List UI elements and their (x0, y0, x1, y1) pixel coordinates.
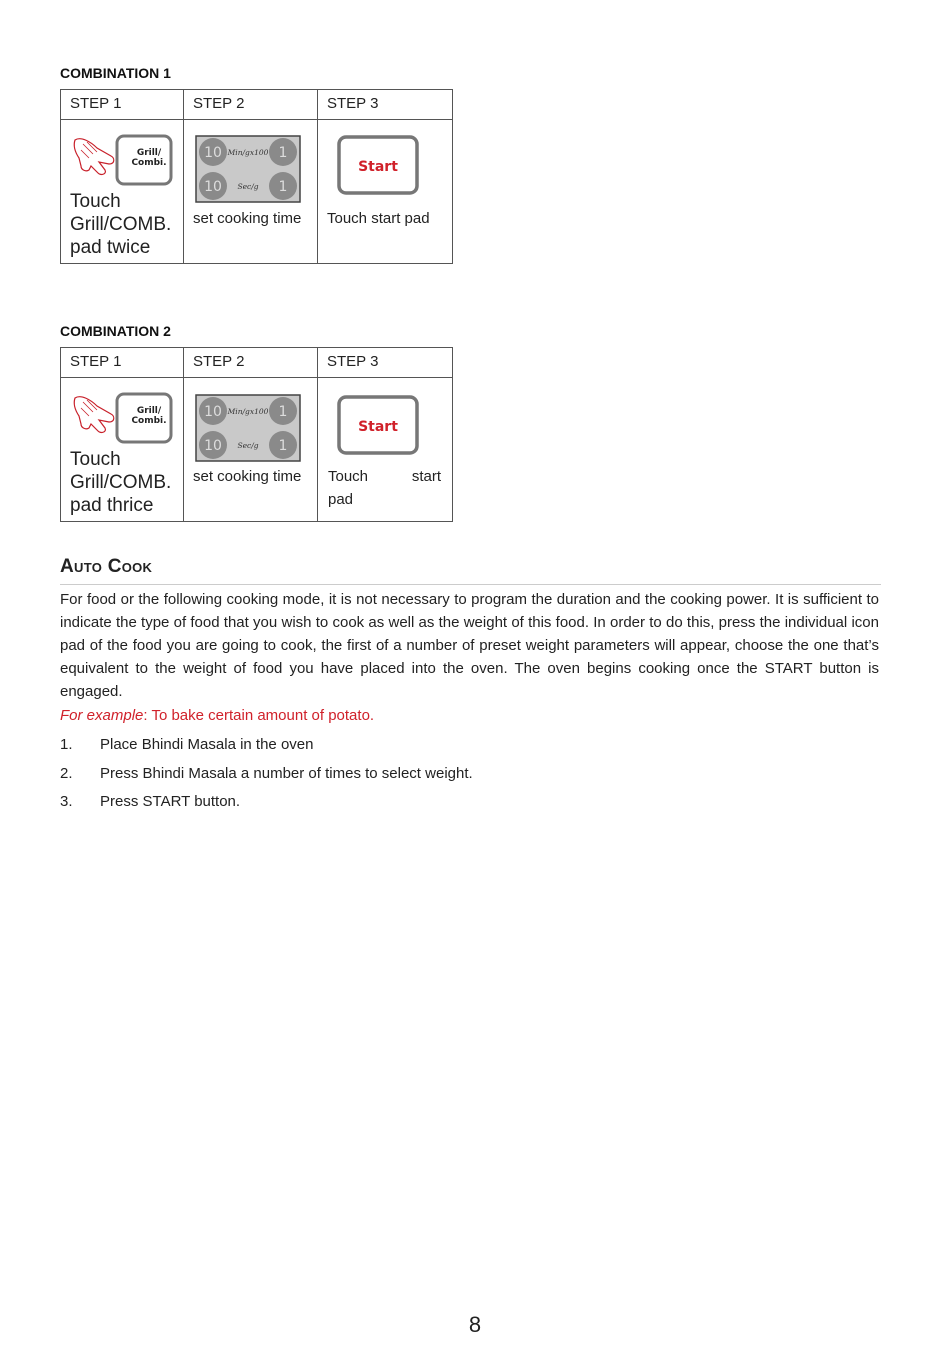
list-item (60, 765, 473, 782)
auto-cook-description: For food or the following cooking mode, it is not necessary to program the duration and the cooking power. It is sufficient to indicate the type of food that you wish to cook as well as the weight of this food. In order to do this, press the individual icon pad of the food you are going to cook, the first of a number of preset weight parameters will appear, choose the one that’s equivalent to the weight of food you have placed into the oven. The oven begins cooking once the START button is engaged. (60, 591, 879, 700)
step-2-instruction: set cooking time (193, 468, 302, 485)
list-item-text: Press Bhindi Masala a number of times to select weight. (100, 765, 473, 782)
panel-min-label: Min/gx100 (227, 148, 269, 157)
panel-digit: 10 (204, 179, 222, 195)
step-1-instruction (70, 190, 171, 259)
step-1-cell (61, 120, 184, 264)
step-2-header: STEP 2 (184, 90, 318, 120)
step-3-cell (318, 378, 453, 522)
instruction-line: Touch (70, 191, 121, 212)
instruction-line: pad thrice (70, 495, 154, 516)
step-2-cell (184, 378, 318, 522)
list-item (60, 736, 313, 753)
list-item-number: 3. (60, 793, 73, 810)
step-3-instruction (328, 465, 441, 511)
time-setting-panel-icon (195, 135, 301, 203)
panel-sec-label: Sec/g (237, 441, 259, 450)
grill-combi-pad-icon (71, 388, 175, 446)
panel-digit: 10 (204, 438, 222, 454)
list-item (60, 793, 240, 810)
grill-label-line-2: Combi. (131, 158, 167, 168)
example-label: For example (60, 707, 144, 724)
step-1-header: STEP 1 (61, 90, 184, 120)
panel-digit: 1 (278, 145, 288, 161)
panel-digit: 1 (278, 438, 288, 454)
step-3-cell (318, 120, 453, 264)
list-item-text: Place Bhindi Masala in the oven (100, 736, 314, 753)
instruction-word: start (411, 468, 441, 485)
combination-1-title: COMBINATION 1 (60, 65, 171, 81)
step-2-instruction: set cooking time (193, 210, 302, 227)
panel-digit: 1 (278, 404, 288, 420)
panel-digit: 10 (204, 404, 222, 420)
section-divider (60, 584, 881, 585)
instruction-line: Grill/COMB. (70, 214, 172, 235)
panel-min-label: Min/gx100 (227, 407, 269, 416)
start-label: Start (358, 419, 398, 435)
step-3-instruction: Touch start pad (327, 210, 430, 227)
step-3-header: STEP 3 (318, 90, 453, 120)
start-label: Start (358, 159, 398, 175)
panel-sec-label: Sec/g (237, 182, 259, 191)
grill-label-line-2: Combi. (131, 416, 167, 426)
panel-digit: 1 (278, 179, 288, 195)
instruction-word: Touch (328, 468, 369, 485)
combination-2-table (60, 347, 453, 522)
start-pad-icon (336, 134, 420, 196)
example-line (60, 707, 374, 724)
page-number: 8 (468, 1312, 482, 1337)
instruction-line: Touch (70, 449, 121, 470)
grill-label-line-1: Grill/ (136, 406, 162, 416)
step-1-header: STEP 1 (61, 348, 184, 378)
instruction-word: pad (328, 491, 354, 508)
step-1-cell (61, 378, 184, 522)
step-2-header: STEP 2 (184, 348, 318, 378)
list-item-number: 1. (60, 736, 73, 753)
instruction-line: Grill/COMB. (70, 472, 172, 493)
panel-digit: 10 (204, 145, 222, 161)
combination-2-title: COMBINATION 2 (60, 323, 171, 339)
start-pad-icon (336, 394, 420, 456)
step-3-header: STEP 3 (318, 348, 453, 378)
instruction-line: pad twice (70, 237, 151, 258)
time-setting-panel-icon (195, 394, 301, 462)
step-1-instruction (70, 448, 171, 517)
grill-combi-pad-icon (71, 130, 175, 188)
step-2-cell (184, 120, 318, 264)
list-item-text: Press START button. (100, 793, 241, 810)
auto-cook-heading: Auto Cook (60, 556, 153, 577)
grill-label-line-1: Grill/ (136, 148, 162, 158)
example-text: : To bake certain amount of potato. (143, 707, 375, 724)
combination-1-table (60, 89, 453, 264)
list-item-number: 2. (60, 765, 73, 782)
